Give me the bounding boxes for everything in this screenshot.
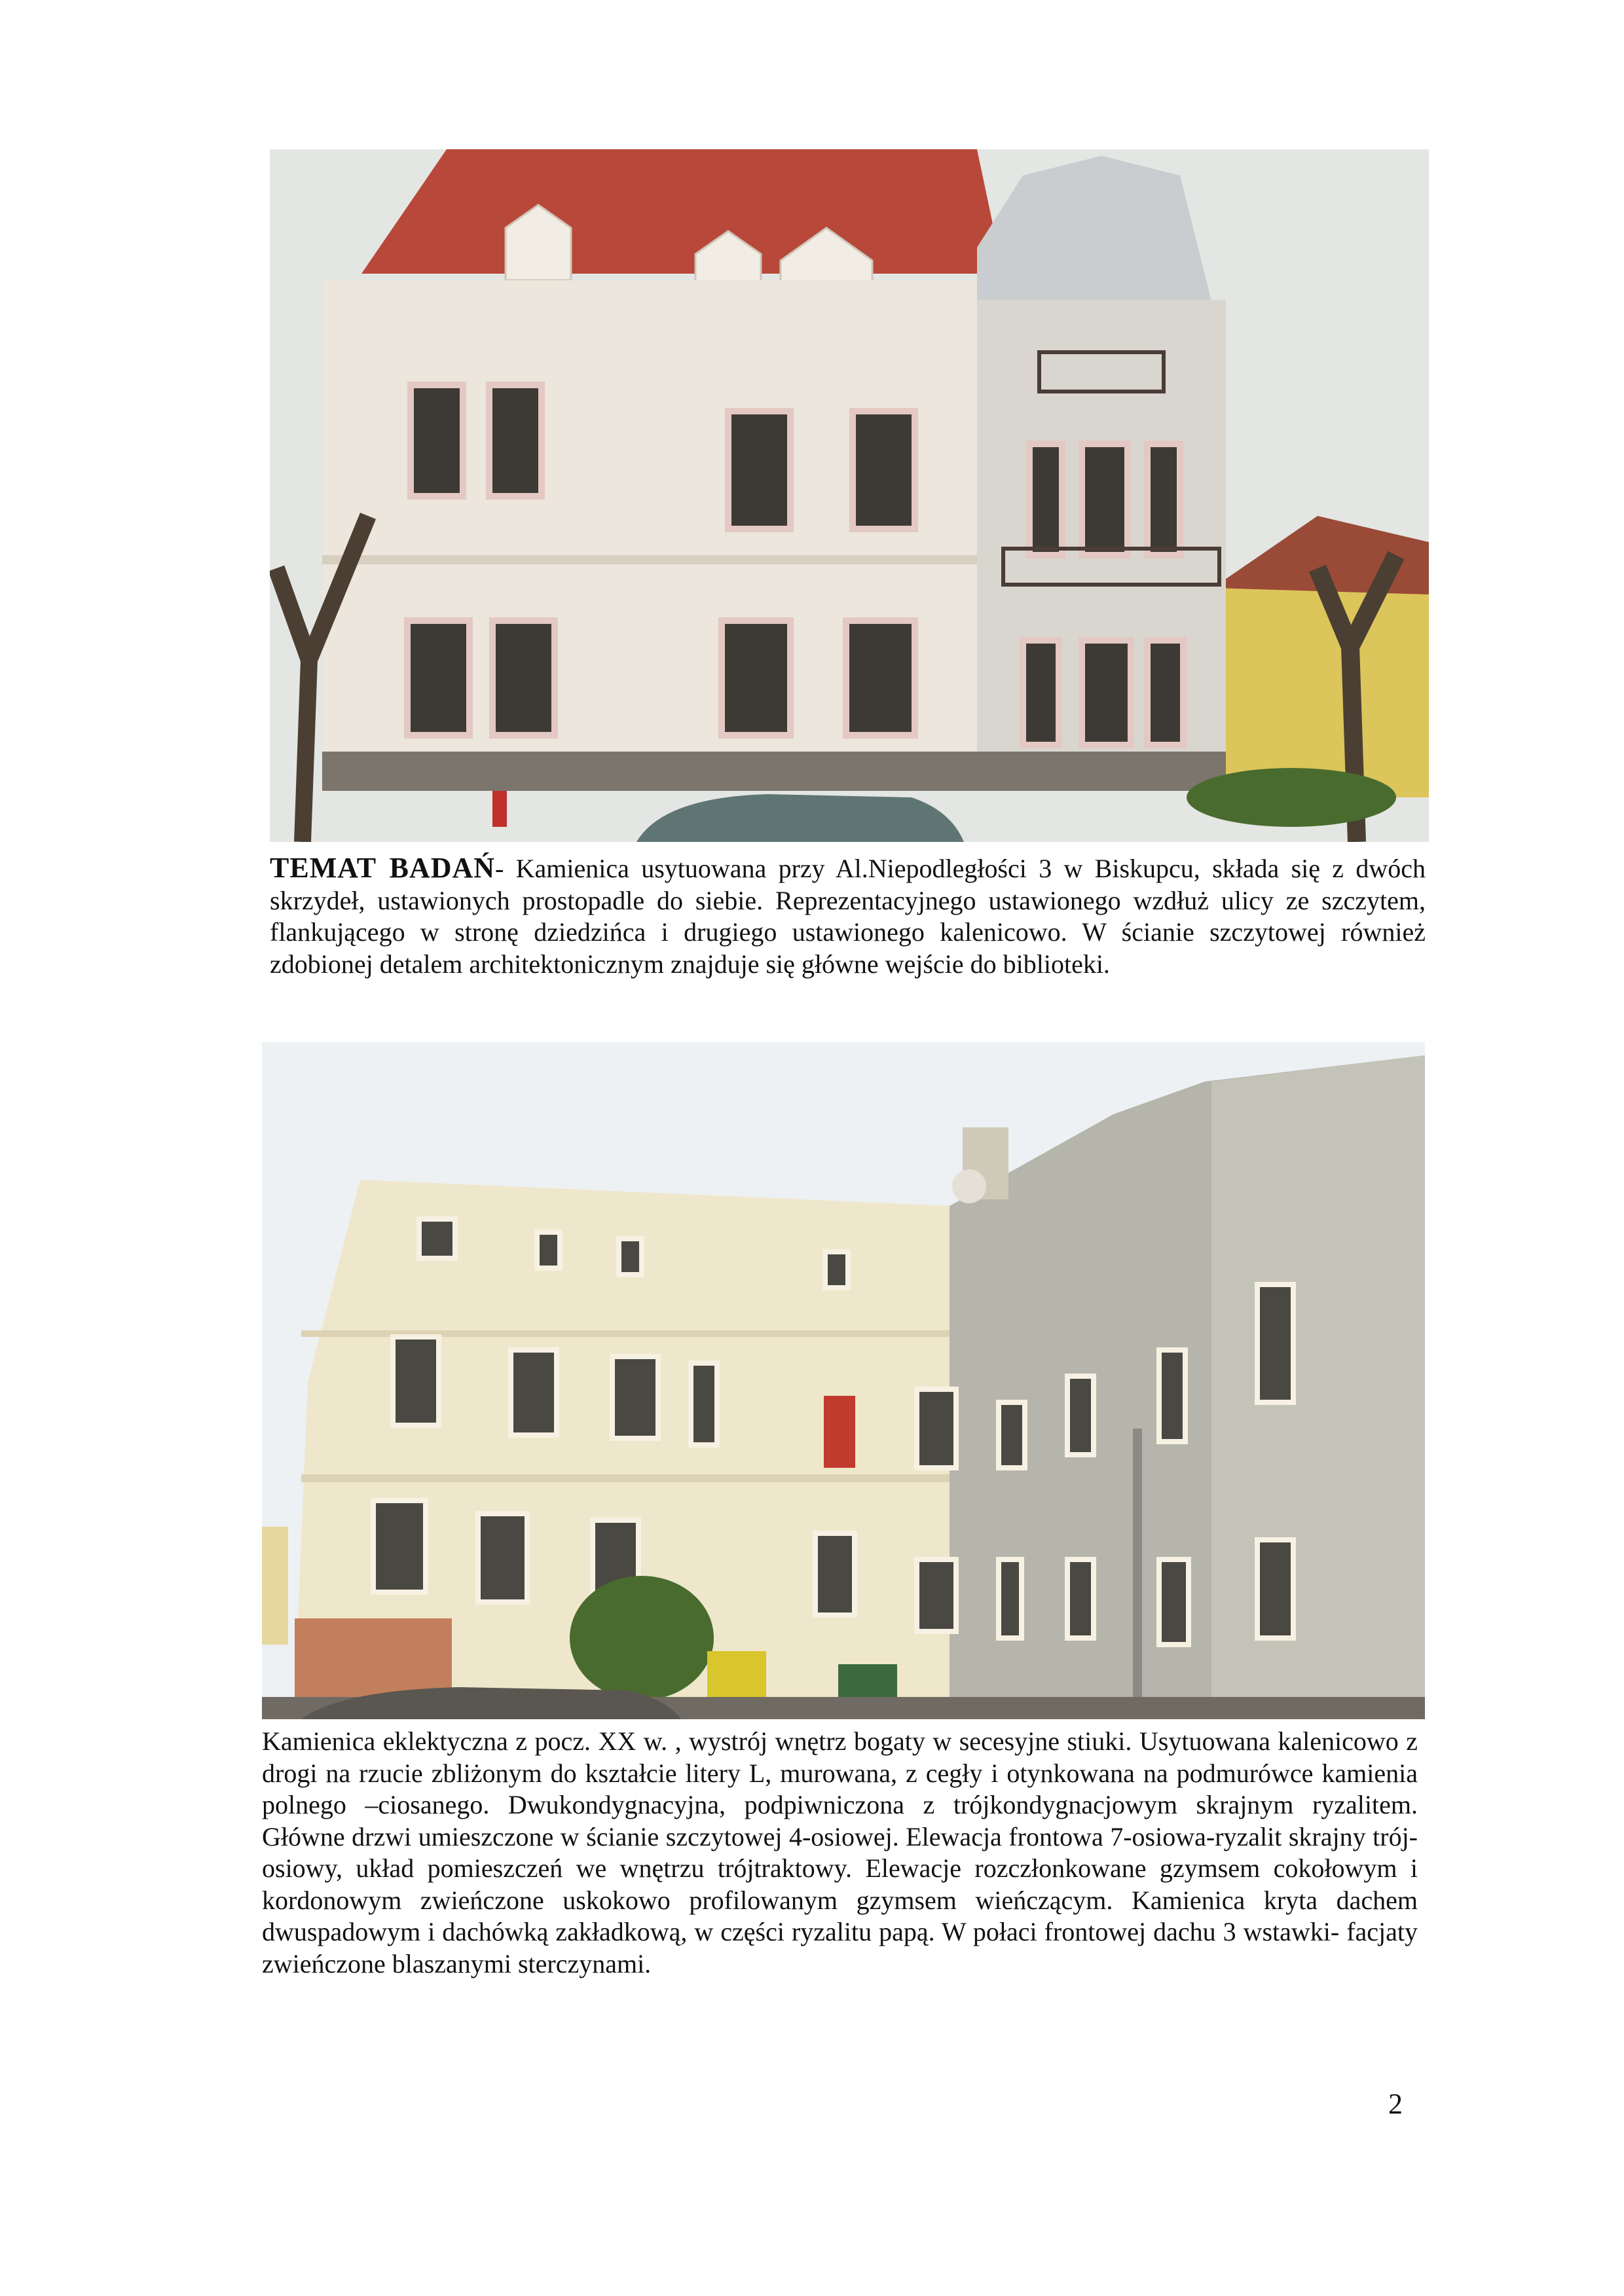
research-topic-heading: TEMAT BADAŃ: [270, 852, 496, 884]
research-topic-paragraph: [270, 852, 1426, 980]
building-photo-front: [270, 149, 1429, 842]
building-description-paragraph: Kamienica eklektyczna z pocz. XX w. , wystrój wnętrz bogaty w secesyjne stiuki. Usytuowana kalenicowo z drogi na rzucie zbliżonym do kształcie litery L, murowana, z cegły i otynkowana na podmurówce kamienia polnego –ciosanego. Dwukondygnacyjna, podpiwniczona z trójkondygnacjowym skrajnym ryzalitem. Główne drzwi umieszczone w ścianie szczytowej 4-osiowej. Elewacja frontowa 7-osiowa-ryzalit skrajny trój-osiowy, układ pomieszczeń we wnętrzu trójtraktowy. Elewacje rozczłonkowane gzymsem cokołowym i kordonowym zwieńczone uskokowo profilowanym gzymsem wieńczącym. Kamienica kryta dachem dwuspadowym i dachówką zakładkową, w części ryzalitu papą. W połaci frontowej dachu 3 wstawki- facjaty zwieńczone blaszanymi sterczynami.: [262, 1726, 1418, 1978]
page-number: 2: [1388, 2088, 1403, 2120]
building-courtyard-illustration: [262, 1042, 1425, 1719]
research-topic-text: - Kamienica usytuowana przy Al.Niepodległości 3 w Biskupcu, składa się z dwóch skrzydeł, ustawionych prostopadle do siebie. Reprezentacyjnego ustawionego wzdłuż ulicy ze szczytem, flankującego w stronę dziedzińca i drugiego ustawionego kalenicowo. W ścianie szczytowej również zdobionej detalem architektonicznym znajduje się główne wejście do biblioteki.: [270, 854, 1426, 979]
building-photo-courtyard: [262, 1042, 1425, 1719]
building-front-illustration: [270, 149, 1429, 842]
